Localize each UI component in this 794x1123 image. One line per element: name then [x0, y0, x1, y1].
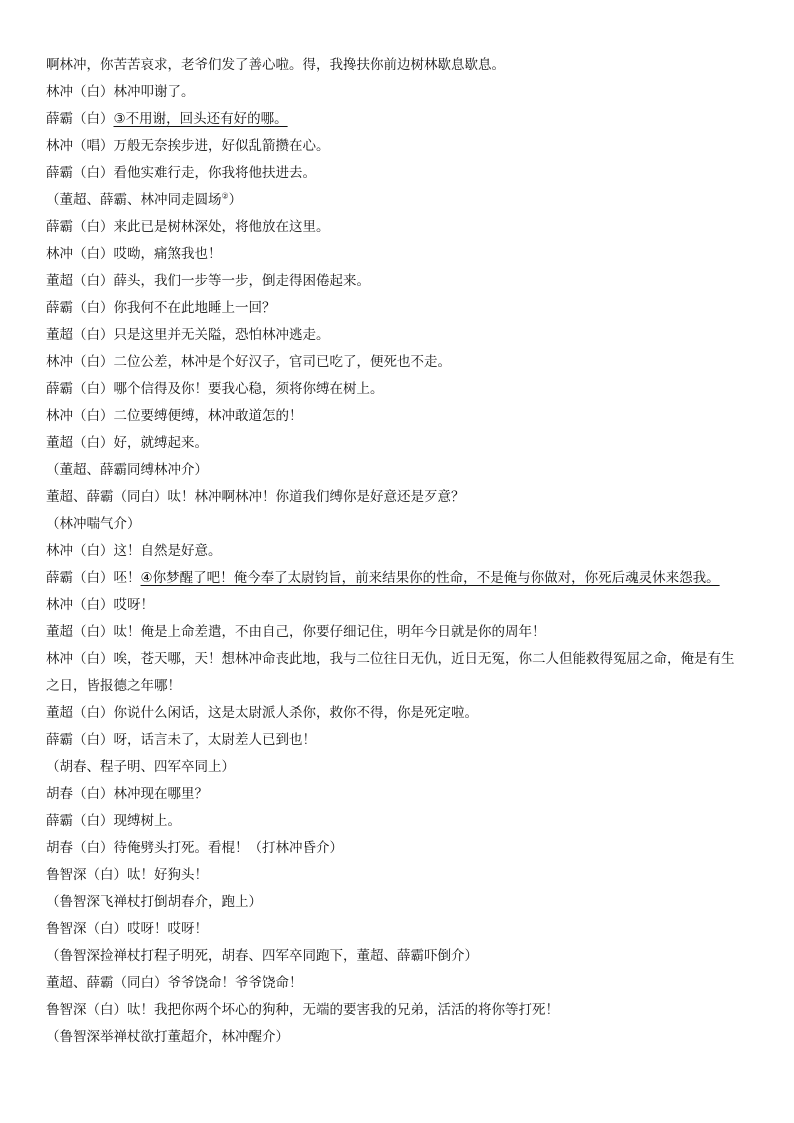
script-line	[46, 700, 746, 727]
line-text: 林冲（白）哎呀！	[46, 597, 154, 613]
line-text: 林冲（白）林冲叩谢了。	[46, 84, 195, 100]
script-line	[46, 349, 746, 376]
line-text: 薛霸（白）呀，话言未了，太尉差人已到也！	[46, 732, 316, 748]
script-line	[46, 484, 746, 511]
script-line	[46, 997, 746, 1024]
underlined-question-text: ③不用谢，回头还有好的哪。	[113, 111, 288, 127]
script-line	[46, 970, 746, 997]
script-line	[46, 592, 746, 619]
script-line	[46, 646, 746, 700]
line-text: 董超、薛霸（同白）爷爷饶命！爷爷饶命！	[46, 975, 303, 991]
line-text: （林冲喘气介）	[46, 516, 141, 532]
line-text: 董超、薛霸（同白）呔！林冲啊林冲！你道我们缚你是好意还是歹意？	[46, 489, 465, 505]
script-line	[46, 889, 746, 916]
script-line	[46, 1024, 746, 1051]
script-line	[46, 565, 746, 592]
script-line	[46, 430, 746, 457]
line-text: 林冲（白）二位要缚便缚，林冲敢道怎的！	[46, 408, 303, 424]
script-line	[46, 79, 746, 106]
line-text: 薛霸（白）现缚树上。	[46, 813, 181, 829]
line-text: 董超（白）你说什么闲话，这是太尉派人杀你，救你不得，你是死定啦。	[46, 705, 478, 721]
script-line	[46, 187, 746, 214]
line-text: 鲁智深（白）哎呀！哎呀！	[46, 921, 208, 937]
line-text: 薛霸（白）呸！	[46, 570, 141, 586]
script-line	[46, 133, 746, 160]
line-text-tail: ）	[228, 192, 243, 208]
script-line	[46, 106, 746, 133]
line-text: 薛霸（白）来此已是树林深处，将他放在这里。	[46, 219, 330, 235]
line-text: （鲁智深举禅杖欲打董超介，林冲醒介）	[46, 1029, 289, 1045]
script-line	[46, 619, 746, 646]
line-text: （鲁智深捡禅杖打程子明死，胡春、四军卒同跑下，董超、薛霸吓倒介）	[46, 948, 478, 964]
script-line	[46, 754, 746, 781]
script-line	[46, 268, 746, 295]
script-line	[46, 538, 746, 565]
line-text: 薛霸（白）看他实难行走，你我将他扶进去。	[46, 165, 316, 181]
script-line	[46, 295, 746, 322]
script-line	[46, 511, 746, 538]
line-text: 薛霸（白）哪个信得及你！要我心稳，须将你缚在树上。	[46, 381, 384, 397]
line-text: 鲁智深（白）呔！好狗头！	[46, 867, 208, 883]
line-text: 林冲（白）这！自然是好意。	[46, 543, 222, 559]
script-line	[46, 808, 746, 835]
script-line	[46, 916, 746, 943]
line-text: 董超（白）薛头，我们一步等一步，倒走得困倦起来。	[46, 273, 370, 289]
script-line	[46, 457, 746, 484]
script-line	[46, 214, 746, 241]
underlined-question-text: ④你梦醒了吧！俺今奉了太尉钧旨，前来结果你的性命，不是俺与你做对，你死后魂灵休来怨我。	[140, 570, 720, 586]
script-line	[46, 322, 746, 349]
script-line	[46, 403, 746, 430]
line-text: 林冲（唱）万般无奈挨步进，好似乱箭攒在心。	[46, 138, 330, 154]
script-line	[46, 943, 746, 970]
script-line	[46, 241, 746, 268]
line-text: 董超（白）只是这里并无关隘，恐怕林冲逃走。	[46, 327, 330, 343]
line-text: 林冲（白）唉，苍天哪，天！想林冲命丧此地，我与二位往日无仇，近日无冤，你二人但能救得冤屈之命，俺是有生之日，皆报德之年哪！	[46, 651, 735, 694]
line-text: 董超（白）好，就缚起来。	[46, 435, 208, 451]
script-line	[46, 862, 746, 889]
line-text: 啊林冲，你苦苦哀求，老爷们发了善心啦。得，我搀扶你前边树林歇息歇息。	[46, 57, 505, 73]
script-line	[46, 160, 746, 187]
line-text: 胡春（白）林冲现在哪里？	[46, 786, 208, 802]
line-text: （鲁智深飞禅杖打倒胡春介，跑上）	[46, 894, 262, 910]
script-line	[46, 727, 746, 754]
line-text: 董超（白）呔！俺是上命差遣，不由自己，你要仔细记住，明年今日就是你的周年！	[46, 624, 546, 640]
line-text: 林冲（白）哎呦，痛煞我也！	[46, 246, 222, 262]
line-text: 胡春（白）待俺劈头打死。看棍！（打林冲昏介）	[46, 840, 343, 856]
footnote-marker: ②	[221, 191, 229, 201]
line-text: （胡春、程子明、四军卒同上）	[46, 759, 235, 775]
script-line	[46, 52, 746, 79]
line-text: 薛霸（白）	[46, 111, 114, 127]
line-text: 薛霸（白）你我何不在此地睡上一回？	[46, 300, 276, 316]
line-text: （董超、薛霸、林冲同走圆场	[46, 192, 222, 208]
script-page	[46, 52, 746, 1051]
script-line	[46, 781, 746, 808]
line-text: 林冲（白）二位公差，林冲是个好汉子，官司已吃了，便死也不走。	[46, 354, 451, 370]
script-line	[46, 376, 746, 403]
line-text: （董超、薛霸同缚林冲介）	[46, 462, 208, 478]
line-text: 鲁智深（白）呔！我把你两个坏心的狗种，无端的要害我的兄弟，活活的将你等打死！	[46, 1002, 559, 1018]
script-line	[46, 835, 746, 862]
